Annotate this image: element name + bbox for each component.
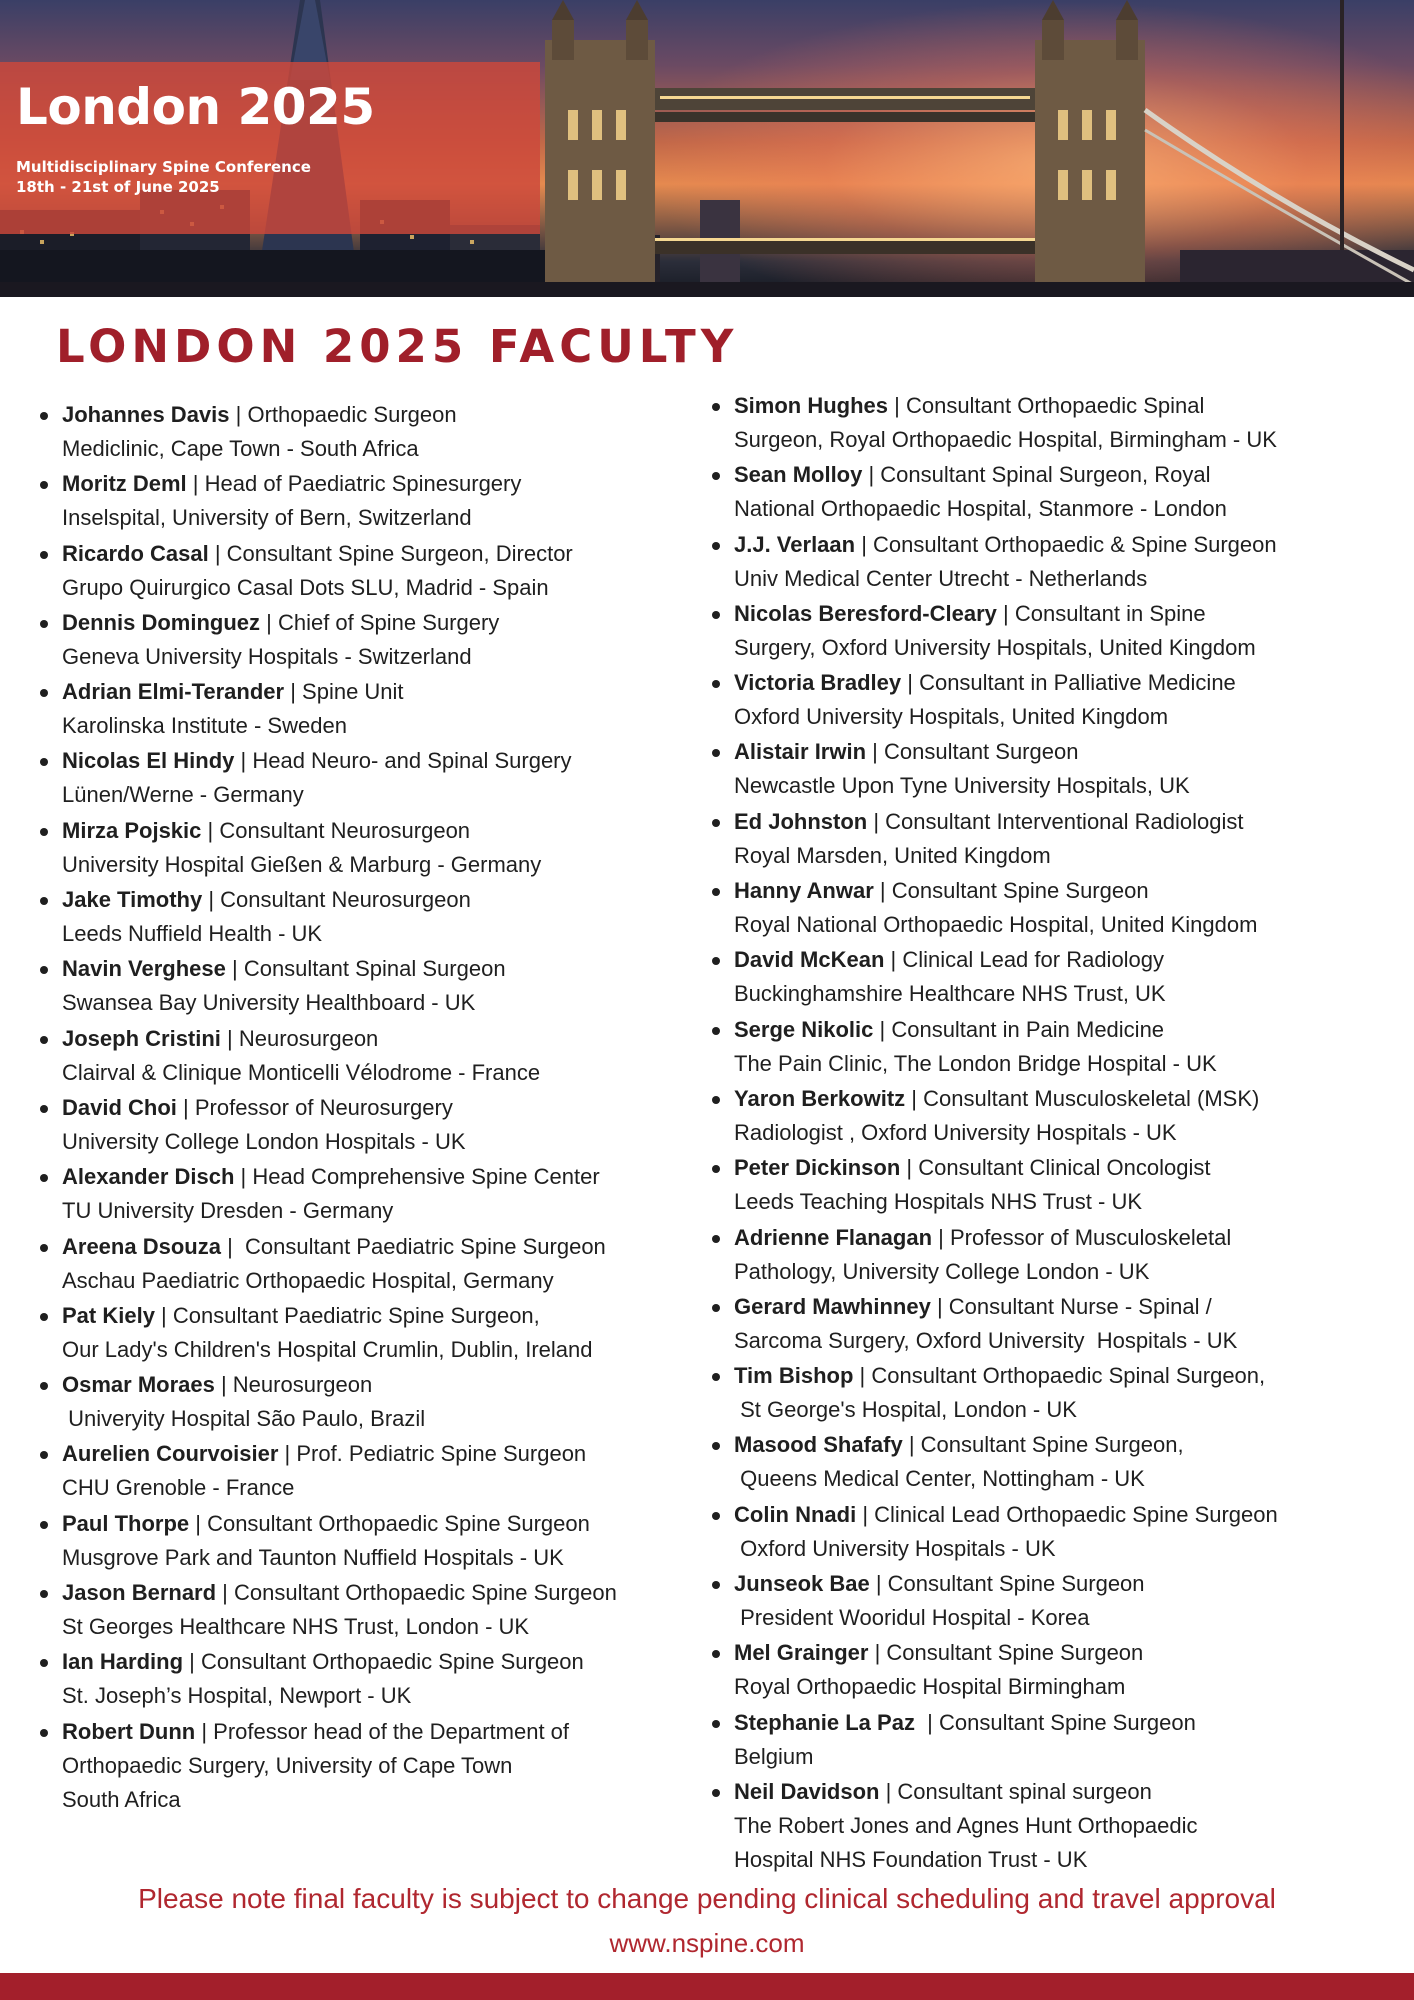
faculty-name: Sean Molloy <box>734 462 863 488</box>
faculty-role: | Consultant in Spine <box>996 600 1206 626</box>
faculty-entry <box>32 675 712 744</box>
faculty-name: Johannes Davis <box>62 402 230 427</box>
faculty-affiliation: Leeds Nuffield Health - UK <box>62 921 323 947</box>
faculty-name: Navin Verghese <box>62 956 226 982</box>
faculty-role: | Consultant Surgeon <box>866 739 1079 765</box>
faculty-affiliation: Our Lady's Children's Hospital Crumlin, Dublin, Ireland <box>62 1336 593 1362</box>
faculty-name: Masood Shafafy <box>734 1432 903 1458</box>
faculty-entry <box>704 1775 1404 1878</box>
faculty-entry <box>704 1428 1404 1497</box>
faculty-entry <box>32 537 712 606</box>
faculty-entry <box>704 1082 1404 1151</box>
faculty-entry <box>32 1022 712 1091</box>
faculty-affiliation: Musgrove Park and Taunton Nuffield Hospitals - UK <box>62 1544 564 1570</box>
faculty-affiliation: St. Joseph’s Hospital, Newport - UK <box>62 1683 412 1709</box>
faculty-affiliation: Geneva University Hospitals - Switzerland <box>62 643 472 669</box>
faculty-role: | Head of Paediatric Spinesurgery <box>186 471 522 497</box>
faculty-role: | Consultant Orthopaedic Spine Surgeon <box>216 1580 617 1606</box>
faculty-entry <box>704 1567 1404 1636</box>
faculty-role: | Prof. Pediatric Spine Surgeon <box>278 1441 587 1467</box>
faculty-affiliation: CHU Grenoble - France <box>62 1475 295 1501</box>
faculty-entry <box>704 1706 1404 1775</box>
faculty-affiliation: Royal National Orthopaedic Hospital, United Kingdom <box>734 912 1258 938</box>
faculty-role: | Professor of Musculoskeletal <box>932 1224 1232 1250</box>
faculty-entry <box>704 389 1404 458</box>
faculty-affiliation: The Robert Jones and Agnes Hunt Orthopaedic <box>734 1812 1198 1838</box>
faculty-affiliation: Radiologist , Oxford University Hospitals - UK <box>734 1119 1177 1145</box>
faculty-role: | Consultant Spine Surgeon <box>873 878 1149 904</box>
faculty-entry <box>704 528 1404 597</box>
faculty-entry <box>704 597 1404 666</box>
faculty-entry <box>32 814 712 883</box>
faculty-role: | Consultant Interventional Radiologist <box>867 808 1244 834</box>
faculty-name: David McKean <box>734 947 885 973</box>
faculty-affiliation: Queens Medical Center, Nottingham - UK <box>734 1466 1145 1492</box>
faculty-entry <box>704 1498 1404 1567</box>
faculty-name: J.J. Verlaan <box>734 531 856 557</box>
faculty-role: | Consultant in Palliative Medicine <box>901 670 1236 696</box>
faculty-name: Ed Johnston <box>734 808 868 834</box>
faculty-role: | Clinical Lead Orthopaedic Spine Surgeon <box>856 1501 1278 1527</box>
faculty-role: | Consultant Spine Surgeon <box>868 1640 1144 1666</box>
faculty-role: | Neurosurgeon <box>220 1025 379 1051</box>
faculty-name: Stephanie La Paz <box>734 1709 915 1735</box>
faculty-entry <box>32 606 712 675</box>
faculty-name: Areena Dsouza <box>62 1233 221 1259</box>
faculty-role: | Spine Unit <box>284 679 404 705</box>
faculty-list-left <box>32 398 712 1818</box>
faculty-role: | Clinical Lead for Radiology <box>884 947 1165 973</box>
faculty-role: | Professor of Neurosurgery <box>176 1094 453 1120</box>
faculty-name: Mirza Pojskic <box>62 817 202 843</box>
faculty-name: Dennis Dominguez <box>62 609 261 635</box>
faculty-affiliation: Inselspital, University of Bern, Switzerland <box>62 505 472 531</box>
faculty-role: | Consultant Spinal Surgeon, Royal <box>862 462 1211 488</box>
faculty-name: Junseok Bae <box>734 1571 870 1597</box>
faculty-affiliation: Royal Marsden, United Kingdom <box>734 842 1051 868</box>
faculty-name: Osmar Moraes <box>62 1372 215 1398</box>
faculty-role: | Consultant Orthopaedic & Spine Surgeon <box>855 531 1277 557</box>
faculty-affiliation: Newcastle Upon Tyne University Hospitals, UK <box>734 773 1190 799</box>
faculty-role: | Neurosurgeon <box>214 1372 373 1398</box>
faculty-affiliation: The Pain Clinic, The London Bridge Hospital - UK <box>734 1050 1217 1076</box>
faculty-affiliation: National Orthopaedic Hospital, Stanmore - London <box>734 496 1227 522</box>
faculty-affiliation: Sarcoma Surgery, Oxford University Hospitals - UK <box>734 1327 1238 1353</box>
faculty-affiliation: Univeryity Hospital São Paulo, Brazil <box>62 1406 426 1432</box>
faculty-affiliation: Buckinghamshire Healthcare NHS Trust, UK <box>734 981 1166 1007</box>
faculty-name: Jake Timothy <box>62 887 203 913</box>
faculty-role: | Consultant Musculoskeletal (MSK) <box>905 1085 1260 1111</box>
banner-title: London 2025 <box>16 78 375 136</box>
faculty-role: | Consultant Neurosurgeon <box>201 817 471 843</box>
faculty-name: Neil Davidson <box>734 1778 880 1804</box>
faculty-affiliation: Univ Medical Center Utrecht - Netherlands <box>734 565 1148 591</box>
faculty-affiliation: Belgium <box>734 1743 814 1769</box>
faculty-affiliation: Mediclinic, Cape Town - South Africa <box>62 436 419 461</box>
faculty-entry <box>32 1645 712 1714</box>
faculty-name: Serge Nikolic <box>734 1016 874 1042</box>
faculty-role: | Consultant Paediatric Spine Surgeon <box>220 1233 606 1259</box>
faculty-affiliation: Grupo Quirurgico Casal Dots SLU, Madrid - Spain <box>62 574 549 600</box>
faculty-name: Victoria Bradley <box>734 670 902 696</box>
faculty-affiliation: Royal Orthopaedic Hospital Birmingham <box>734 1674 1126 1700</box>
faculty-role: | Consultant Orthopaedic Spine Surgeon <box>183 1649 584 1675</box>
faculty-name: Alistair Irwin <box>734 739 867 765</box>
faculty-entry <box>32 744 712 813</box>
faculty-affiliation: Oxford University Hospitals, United Kingdom <box>734 704 1169 730</box>
faculty-entry <box>32 1507 712 1576</box>
faculty-entry <box>704 1290 1404 1359</box>
faculty-affiliation: Surgeon, Royal Orthopaedic Hospital, Birmingham - UK <box>734 427 1277 452</box>
faculty-entry <box>704 1151 1404 1220</box>
faculty-name: Aurelien Courvoisier <box>62 1441 279 1467</box>
faculty-role: | Consultant Clinical Oncologist <box>900 1155 1211 1181</box>
faculty-name: Nicolas El Hindy <box>62 748 235 774</box>
faculty-role: | Consultant Spine Surgeon <box>869 1571 1145 1597</box>
disclaimer-note: Please note final faculty is subject to change pending clinical scheduling and travel approval <box>138 1883 1276 1914</box>
faculty-name: Colin Nnadi <box>734 1501 857 1527</box>
faculty-role: | Consultant Spine Surgeon, Director <box>208 540 573 566</box>
faculty-entry <box>32 1715 712 1818</box>
website-link[interactable]: www.nspine.com <box>609 1928 805 1958</box>
faculty-entry <box>32 883 712 952</box>
faculty-role: | Consultant Neurosurgeon <box>202 887 471 913</box>
faculty-entry <box>704 735 1404 804</box>
faculty-affiliation: Swansea Bay University Healthboard - UK <box>62 990 476 1016</box>
faculty-affiliation: Karolinska Institute - Sweden <box>62 713 347 739</box>
page-title: LONDON 2025 FACULTY <box>56 320 739 373</box>
faculty-name: Paul Thorpe <box>62 1510 190 1536</box>
faculty-name: Yaron Berkowitz <box>734 1085 906 1111</box>
faculty-affiliation: St Georges Healthcare NHS Trust, London - UK <box>62 1614 530 1640</box>
faculty-entry <box>32 1299 712 1368</box>
faculty-entry <box>704 1013 1404 1082</box>
faculty-role: | Consultant in Pain Medicine <box>873 1016 1165 1042</box>
faculty-name: Alexander Disch <box>62 1164 235 1190</box>
header-banner <box>0 0 1414 297</box>
faculty-role: | Consultant Spinal Surgeon <box>225 956 506 982</box>
faculty-name: Jason Bernard <box>62 1580 217 1606</box>
faculty-affiliation: Lünen/Werne - Germany <box>62 782 304 808</box>
faculty-entry <box>704 943 1404 1012</box>
faculty-entry <box>704 805 1404 874</box>
faculty-affiliation-continued: South Africa <box>62 1786 181 1812</box>
faculty-name: Adrian Elmi-Terander <box>62 679 285 705</box>
faculty-name: Peter Dickinson <box>734 1155 901 1181</box>
faculty-affiliation: Leeds Teaching Hospitals NHS Trust - UK <box>734 1189 1142 1215</box>
faculty-affiliation-continued: Hospital NHS Foundation Trust - UK <box>734 1846 1088 1872</box>
faculty-name: Robert Dunn <box>62 1718 196 1744</box>
faculty-role: | Consultant Orthopaedic Spinal <box>888 393 1205 418</box>
faculty-affiliation: St George's Hospital, London - UK <box>734 1397 1077 1423</box>
faculty-affiliation: Aschau Paediatric Orthopaedic Hospital, Germany <box>62 1267 554 1293</box>
faculty-name: Hanny Anwar <box>734 878 874 904</box>
faculty-name: Simon Hughes <box>734 393 889 418</box>
faculty-name: Joseph Cristini <box>62 1025 221 1051</box>
faculty-name: Adrienne Flanagan <box>734 1224 933 1250</box>
faculty-affiliation: President Wooridul Hospital - Korea <box>734 1605 1090 1631</box>
footer-bar <box>0 1973 1414 2000</box>
faculty-entry <box>32 1437 712 1506</box>
faculty-role: | Consultant Orthopaedic Spine Surgeon <box>189 1510 590 1536</box>
faculty-role: | Consultant Orthopaedic Spinal Surgeon, <box>853 1363 1266 1389</box>
faculty-entry <box>704 1359 1404 1428</box>
faculty-affiliation: Clairval & Clinique Monticelli Vélodrome - France <box>62 1059 541 1085</box>
banner-subtitle-conference: Multidisciplinary Spine Conference <box>16 158 311 176</box>
faculty-entry <box>704 458 1404 527</box>
faculty-affiliation: TU University Dresden - Germany <box>62 1198 394 1224</box>
faculty-role: | Professor head of the Department of <box>195 1718 570 1744</box>
faculty-name: Gerard Mawhinney <box>734 1293 931 1319</box>
faculty-name: Moritz Deml <box>62 471 187 497</box>
faculty-affiliation: University College London Hospitals - UK <box>62 1128 466 1154</box>
faculty-entry <box>32 1368 712 1437</box>
faculty-entry <box>32 1230 712 1299</box>
faculty-list-right <box>704 389 1404 1878</box>
faculty-name: Pat Kiely <box>62 1302 155 1328</box>
faculty-entry <box>704 1636 1404 1705</box>
faculty-entry <box>32 1091 712 1160</box>
faculty-role: | Head Neuro- and Spinal Surgery <box>234 748 572 774</box>
faculty-entry <box>704 874 1404 943</box>
faculty-entry <box>704 1221 1404 1290</box>
faculty-affiliation: Orthopaedic Surgery, University of Cape Town <box>62 1752 513 1778</box>
faculty-entry <box>32 1160 712 1229</box>
faculty-affiliation: University Hospital Gießen & Marburg - Germany <box>62 851 542 877</box>
faculty-name: David Choi <box>62 1094 177 1120</box>
faculty-name: Tim Bishop <box>734 1363 854 1389</box>
faculty-name: Ian Harding <box>62 1649 184 1675</box>
faculty-role: | Head Comprehensive Spine Center <box>234 1164 600 1190</box>
faculty-entry <box>32 467 712 536</box>
faculty-affiliation: Oxford University Hospitals - UK <box>734 1535 1056 1561</box>
faculty-role: | Orthopaedic Surgeon <box>229 402 457 427</box>
faculty-entry <box>32 1576 712 1645</box>
banner-subtitle <box>16 157 311 197</box>
faculty-name: Mel Grainger <box>734 1640 869 1666</box>
faculty-role: | Consultant spinal surgeon <box>879 1778 1152 1804</box>
faculty-name: Ricardo Casal <box>62 540 209 566</box>
faculty-role: | Consultant Nurse - Spinal / <box>930 1293 1212 1319</box>
faculty-role: | Consultant Paediatric Spine Surgeon, <box>154 1302 540 1328</box>
faculty-entry <box>32 952 712 1021</box>
faculty-entry <box>704 666 1404 735</box>
faculty-role: | Consultant Spine Surgeon, <box>902 1432 1184 1458</box>
faculty-affiliation: Surgery, Oxford University Hospitals, United Kingdom <box>734 634 1256 660</box>
faculty-affiliation: Pathology, University College London - UK <box>734 1258 1150 1284</box>
faculty-name: Nicolas Beresford-Cleary <box>734 600 997 626</box>
faculty-entry <box>32 398 712 467</box>
faculty-role: | Chief of Spine Surgery <box>260 609 500 635</box>
faculty-role: | Consultant Spine Surgeon <box>914 1709 1196 1735</box>
banner-subtitle-dates: 18th - 21st of June 2025 <box>16 178 220 196</box>
